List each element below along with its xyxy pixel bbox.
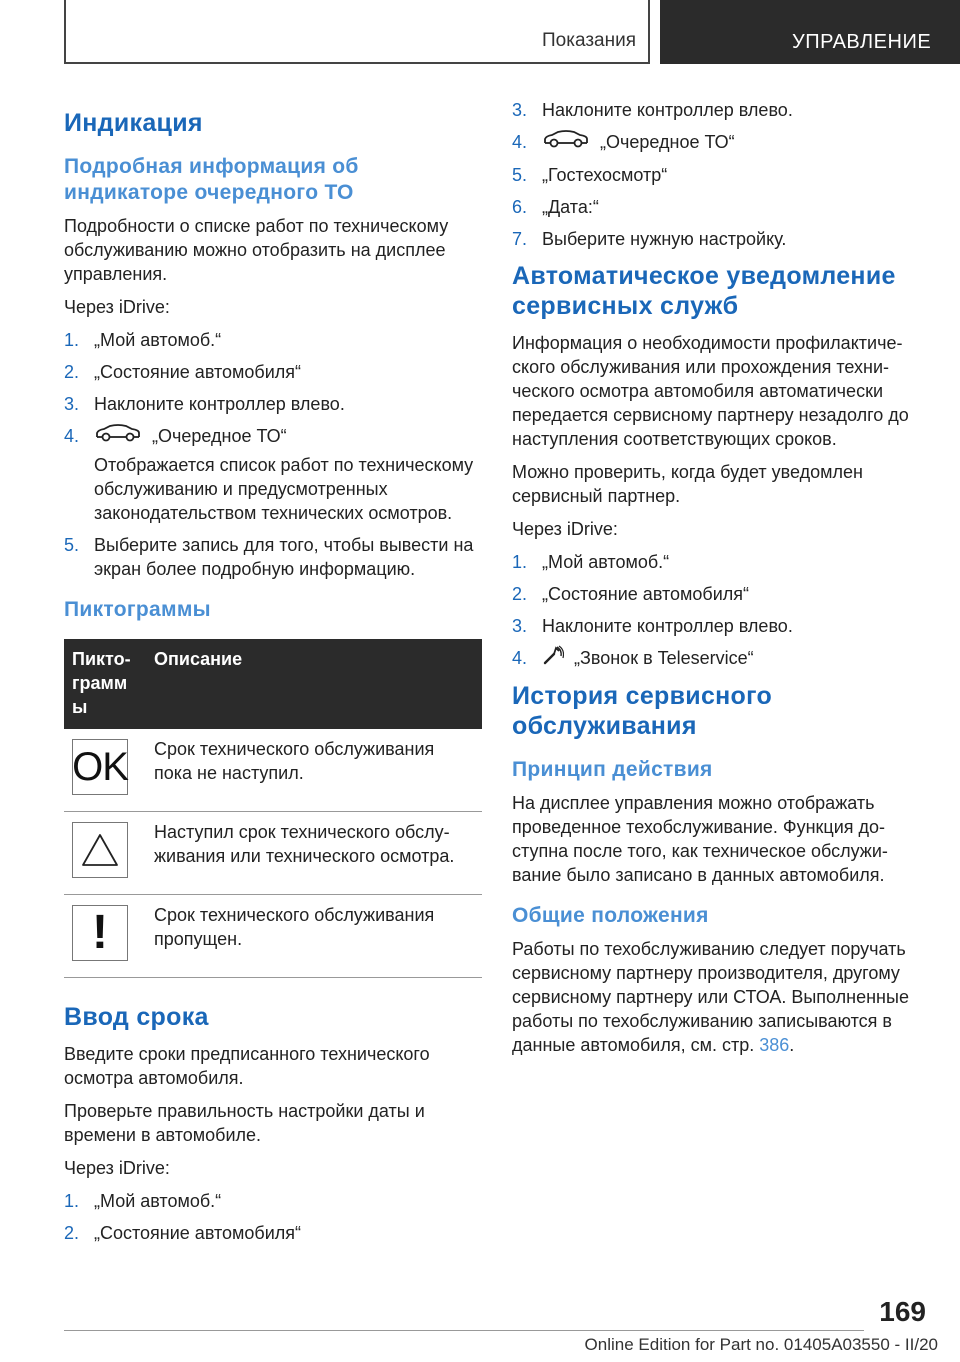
step-text: „Мой автомоб.“ <box>94 330 222 350</box>
heading-service-history: История сервисного обслуживания <box>512 681 773 740</box>
steps-list-details <box>64 328 482 581</box>
list-item <box>64 1221 482 1245</box>
step-text: Наклоните контроллер влево. <box>542 615 793 636</box>
heading-details: Подробная информация об индикаторе очередного ТО <box>64 155 359 204</box>
list-item <box>512 195 930 219</box>
list-item <box>512 163 930 187</box>
header-chapter-label: УПРАВЛЕНИЕ <box>792 31 932 53</box>
list-item <box>512 550 930 574</box>
table-cell-description: Срок технического обслуживания пропущен. <box>146 894 482 977</box>
ok-icon: OK <box>72 739 128 795</box>
page-number: 169 <box>879 1296 926 1327</box>
list-item <box>64 424 482 525</box>
step-number: 2. <box>64 362 80 382</box>
paragraph-principle: На дисплее управления можно отображать проведенное техобслуживание. Функция доступна после того, как техническое обслуживание было записано в данных автомобиля. <box>512 792 888 885</box>
list-item <box>64 392 482 416</box>
footer-edition: Online Edition for Part no. 01405A03550 - II/20 <box>584 1335 938 1354</box>
header-chapter-tab <box>660 0 960 64</box>
table-cell-description: Срок технического обслуживания пока не наступил. <box>146 729 482 812</box>
exclamation-icon: ! <box>72 905 128 961</box>
step-text: Выберите запись для того, чтобы вывести на экран более подробную информацию. <box>94 534 474 579</box>
paragraph-auto-2: Можно проверить, когда будет уведомлен сервисный партнер. <box>512 461 863 506</box>
step-number: 1. <box>64 330 80 350</box>
step-text: „Очередное ТО“ <box>600 132 735 152</box>
footer-divider <box>64 1330 864 1331</box>
list-item <box>64 1189 482 1213</box>
step-number: 2. <box>64 1222 80 1243</box>
step-number: 4. <box>512 132 528 152</box>
step-number: 7. <box>512 228 528 249</box>
header-section-tab <box>64 0 650 64</box>
header-section-label: Показания <box>542 30 636 51</box>
heading-general: Общие положения <box>512 903 709 927</box>
step-text: Наклоните контроллер влево. <box>542 100 793 120</box>
table-header-description: Описание <box>154 648 243 669</box>
step-number: 3. <box>512 615 528 636</box>
step-number: 3. <box>64 394 80 414</box>
car-icon <box>542 129 590 155</box>
heading-principle: Принцип действия <box>512 757 713 781</box>
step-number: 5. <box>64 534 80 555</box>
list-item <box>512 614 930 638</box>
step-text: „Мой автомоб.“ <box>542 551 670 572</box>
step-number: 4. <box>512 647 528 668</box>
step-text: „Состояние автомобиля“ <box>542 583 750 604</box>
table-header-pictogram: Пиктограмм ы <box>72 648 131 717</box>
step-subtext: Отображается список работ по техническому обслуживанию и предусмотренных законодательством технических осмотров. <box>94 454 474 523</box>
table-header-row <box>64 639 482 729</box>
step-text: Выберите нужную настройку. <box>542 228 787 249</box>
step-text: „Мой автомоб.“ <box>94 1190 222 1211</box>
step-number: 5. <box>512 164 528 185</box>
paragraph-via-idrive-3: Через iDrive: <box>512 518 618 539</box>
table-row <box>64 894 482 977</box>
heading-indication: Индикация <box>64 109 203 137</box>
paragraph-date-2: Проверьте правильность настройки даты и времени в автомобиле. <box>64 1100 425 1145</box>
list-item <box>512 130 930 155</box>
paragraph-via-idrive: Через iDrive: <box>64 297 170 317</box>
paragraph-general <box>512 937 930 1057</box>
step-text: „Гостехосмотр“ <box>542 164 668 185</box>
step-number: 6. <box>512 196 528 217</box>
list-item <box>512 582 930 606</box>
step-text: Наклоните контроллер влево. <box>94 394 345 414</box>
paragraph-date-1: Введите сроки предписанного технического осмотра автомобиля. <box>64 1043 430 1088</box>
step-number: 1. <box>64 1190 80 1211</box>
step-number: 3. <box>512 100 528 120</box>
pictograms-table <box>64 639 482 978</box>
step-text: „Состояние автомобиля“ <box>94 1222 302 1243</box>
page-link-386[interactable]: 386 <box>759 1034 790 1055</box>
list-item <box>512 98 930 122</box>
step-text: „Очередное ТО“ <box>152 426 287 446</box>
table-cell-description: Наступил срок технического обслуживания или технического осмотра. <box>146 811 482 894</box>
list-item <box>64 328 482 352</box>
paragraph-general-text: Работы по техобслуживанию следует поручать сервисному партнеру производителя, другому сервисному партнеру или СТОА. Выполненные работы по техобслуживанию записываются в данные автомобиля, см. стр. <box>512 938 909 1055</box>
paragraph-general-end: . <box>789 1034 795 1055</box>
step-number: 2. <box>512 583 528 604</box>
step-text: „Звонок в Teleservice“ <box>574 647 754 668</box>
paragraph-details: Подробности о списке работ по техническому обслуживанию можно отобразить на дисплее управления. <box>64 216 449 284</box>
step-number: 4. <box>64 426 80 446</box>
table-row <box>64 729 482 812</box>
step-text: „Дата:“ <box>542 196 599 217</box>
step-number: 1. <box>512 551 528 572</box>
step-text: „Состояние автомобиля“ <box>94 362 302 382</box>
right-column <box>512 98 930 1066</box>
steps-list-date <box>64 1189 482 1245</box>
steps-list-teleservice <box>512 550 930 671</box>
left-column <box>64 98 482 1253</box>
table-row <box>64 811 482 894</box>
list-item <box>64 533 482 581</box>
car-icon <box>94 423 142 449</box>
heading-auto-notification: Автоматическое уведомление сервисных служб <box>512 261 896 320</box>
list-item <box>512 646 930 671</box>
steps-list-date-cont <box>512 98 930 251</box>
paragraph-via-idrive-2: Через iDrive: <box>64 1157 170 1178</box>
heading-date-entry: Ввод срока <box>64 1002 209 1031</box>
wrench-signal-icon <box>542 645 564 671</box>
list-item <box>512 227 930 251</box>
paragraph-auto-1: Информация о необходимости профилактического обслуживания или прохождения технического осмотра автомобиля автоматически передается сервисному партнеру незадолго до наступления соответствующих сроков. <box>512 332 909 449</box>
warning-triangle-icon <box>72 822 128 878</box>
heading-pictograms: Пиктограммы <box>64 597 211 621</box>
list-item <box>64 360 482 384</box>
